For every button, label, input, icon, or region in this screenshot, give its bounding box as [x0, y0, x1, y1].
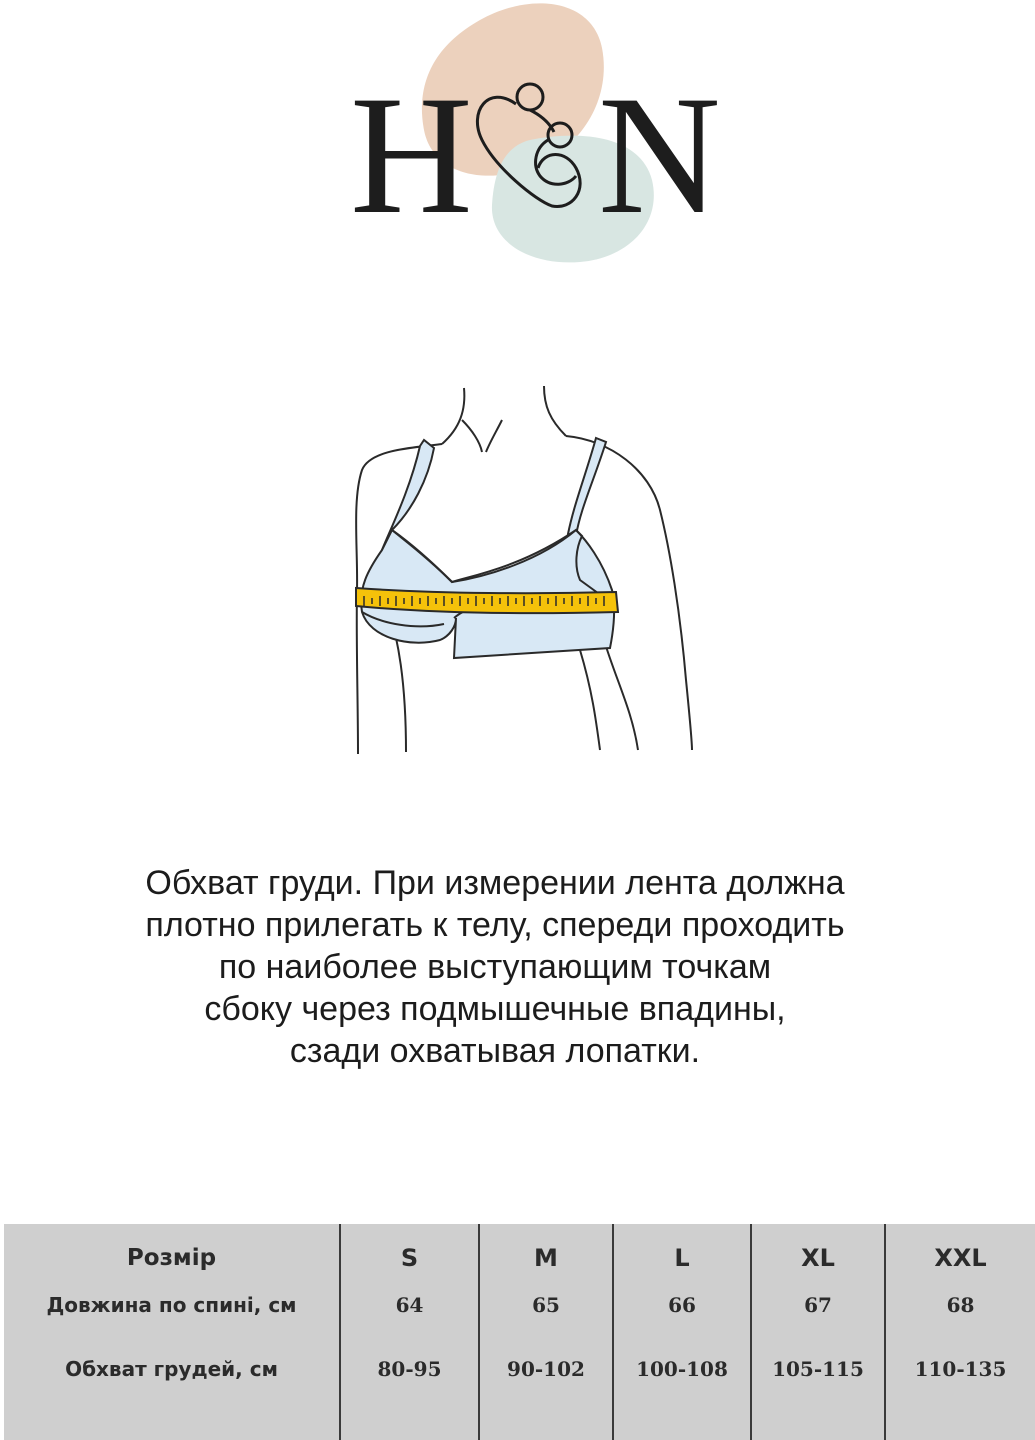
- collar-left: [462, 420, 482, 452]
- table-cell: 80-95: [340, 1329, 479, 1440]
- table-cell: 110-135: [885, 1329, 1035, 1440]
- measurement-description: [100, 862, 890, 1072]
- table-cell: 64: [340, 1291, 479, 1329]
- right-torso-line: [580, 650, 600, 750]
- table-cell: 90-102: [479, 1329, 613, 1440]
- bust-measurement-illustration: [340, 380, 710, 760]
- right-arm-inner: [604, 640, 638, 750]
- size-table: [4, 1224, 1035, 1440]
- table-cell: 68: [885, 1291, 1035, 1329]
- row-label: Довжина по спині, см: [4, 1291, 340, 1329]
- neck-left-outline: [442, 388, 464, 444]
- description-line: сбоку через подмышечные впадины,: [204, 990, 786, 1028]
- logo-letter-n: N: [598, 61, 721, 249]
- neck-right-outline: [544, 386, 566, 436]
- table-cell: 100-108: [613, 1329, 751, 1440]
- header-size-xxl: XXL: [885, 1224, 1035, 1291]
- description-line: Обхват груди. При измерении лента должна: [145, 864, 845, 902]
- table-cell: 66: [613, 1291, 751, 1329]
- bra-shape: [361, 438, 614, 658]
- description-line: по наиболее выступающим точкам: [218, 948, 772, 986]
- header-size-label: Розмір: [4, 1224, 340, 1291]
- header-size-s: S: [340, 1224, 479, 1291]
- header-size-l: L: [613, 1224, 751, 1291]
- table-header-row: [4, 1224, 1035, 1291]
- header-size-m: M: [479, 1224, 613, 1291]
- header-size-xl: XL: [751, 1224, 885, 1291]
- logo-letter-h: H: [350, 61, 473, 249]
- description-line: сзади охватывая лопатки.: [289, 1032, 701, 1070]
- table-row-back-length: [4, 1291, 1035, 1329]
- collar-right: [486, 420, 502, 452]
- table-cell: 67: [751, 1291, 885, 1329]
- row-label: Обхват грудей, см: [4, 1329, 340, 1440]
- description-line: плотно прилегать к телу, спереди проходить: [145, 906, 845, 944]
- table-cell: 105-115: [751, 1329, 885, 1440]
- table-cell: 65: [479, 1291, 613, 1329]
- table-row-bust: [4, 1329, 1035, 1440]
- brand-logo: [330, 0, 730, 280]
